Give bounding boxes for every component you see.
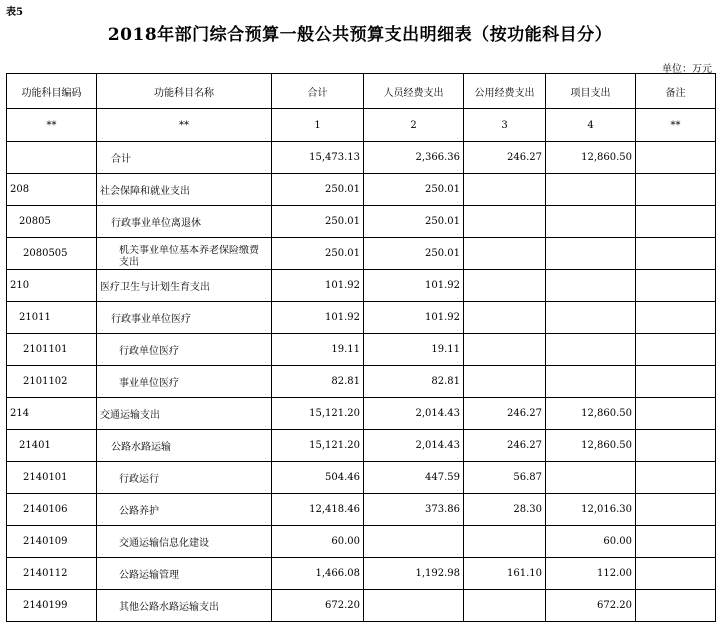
code-cell: 2140109 [7,526,97,558]
code-cell: 210 [7,270,97,302]
project-cell: 12,860.50 [546,142,636,174]
public-cell [464,238,546,270]
public-cell [464,526,546,558]
public-cell: 246.27 [464,398,546,430]
remark-cell [636,174,716,206]
remark-cell [636,430,716,462]
header-personnel: 人员经费支出 [364,74,464,109]
table-row [7,590,716,622]
total-cell: 504.46 [272,462,364,494]
personnel-cell: 250.01 [364,238,464,270]
remark-cell [636,142,716,174]
code-cell: 21011 [7,302,97,334]
code-cell: 214 [7,398,97,430]
total-cell: 1,466.08 [272,558,364,590]
name-cell: 公路养护 [97,494,272,526]
table-row [7,238,716,270]
name-cell: 行政运行 [97,462,272,494]
total-cell: 15,121.20 [272,430,364,462]
remark-cell [636,270,716,302]
personnel-cell: 101.92 [364,270,464,302]
name-cell: 医疗卫生与计划生育支出 [97,270,272,302]
public-cell: 28.30 [464,494,546,526]
table-row [7,398,716,430]
total-cell: 19.11 [272,334,364,366]
name-cell: 合计 [97,142,272,174]
name-text: 机关事业单位基本养老保险缴费支出 [119,244,259,268]
name-cell: 公路水路运输 [97,430,272,462]
total-cell: 82.81 [272,366,364,398]
code-cell: 2140112 [7,558,97,590]
table-row [7,526,716,558]
remark-cell [636,462,716,494]
name-cell: 事业单位医疗 [97,366,272,398]
index-cell: 1 [272,109,364,142]
name-cell: 行政事业单位离退休 [97,206,272,238]
public-cell: 56.87 [464,462,546,494]
remark-cell [636,206,716,238]
table-row [7,206,716,238]
name-cell: 其他公路水路运输支出 [97,590,272,622]
index-cell: ** [7,109,97,142]
remark-cell [636,558,716,590]
personnel-cell: 1,192.98 [364,558,464,590]
project-cell: 12,016.30 [546,494,636,526]
code-cell: 208 [7,174,97,206]
name-cell: 社会保障和就业支出 [97,174,272,206]
public-cell [464,590,546,622]
table-row [7,334,716,366]
table-row [7,270,716,302]
public-cell: 246.27 [464,142,546,174]
table-row [7,142,716,174]
personnel-cell: 19.11 [364,334,464,366]
code-cell: 21401 [7,430,97,462]
project-cell [546,238,636,270]
header-project: 项目支出 [546,74,636,109]
index-cell: ** [97,109,272,142]
code-cell: 2140106 [7,494,97,526]
index-cell: 2 [364,109,464,142]
code-cell: 2140199 [7,590,97,622]
public-cell [464,206,546,238]
project-cell: 12,860.50 [546,398,636,430]
total-cell: 101.92 [272,302,364,334]
personnel-cell: 250.01 [364,174,464,206]
total-cell: 250.01 [272,206,364,238]
index-row [7,109,716,142]
total-cell: 250.01 [272,238,364,270]
table-row [7,302,716,334]
remark-cell [636,302,716,334]
public-cell [464,270,546,302]
code-cell: 2140101 [7,462,97,494]
personnel-cell: 447.59 [364,462,464,494]
personnel-cell: 82.81 [364,366,464,398]
public-cell: 246.27 [464,430,546,462]
name-cell: 行政事业单位医疗 [97,302,272,334]
public-cell [464,302,546,334]
index-cell: ** [636,109,716,142]
name-cell: 公路运输管理 [97,558,272,590]
name-cell [97,238,272,270]
code-cell [7,142,97,174]
total-cell: 101.92 [272,270,364,302]
project-cell [546,174,636,206]
public-cell [464,366,546,398]
project-cell [546,334,636,366]
code-cell: 2101101 [7,334,97,366]
personnel-cell: 2,366.36 [364,142,464,174]
total-cell: 250.01 [272,174,364,206]
total-cell: 15,121.20 [272,398,364,430]
total-cell: 60.00 [272,526,364,558]
name-cell: 行政单位医疗 [97,334,272,366]
project-cell [546,206,636,238]
table-row [7,174,716,206]
header-public: 公用经费支出 [464,74,546,109]
remark-cell [636,494,716,526]
remark-cell [636,334,716,366]
remark-cell [636,366,716,398]
header-code: 功能科目编码 [7,74,97,109]
header-total: 合计 [272,74,364,109]
header-remark: 备注 [636,74,716,109]
total-cell: 15,473.13 [272,142,364,174]
project-cell: 60.00 [546,526,636,558]
table-row [7,494,716,526]
public-cell: 161.10 [464,558,546,590]
public-cell [464,174,546,206]
personnel-cell: 250.01 [364,206,464,238]
expenditure-table [6,73,716,622]
personnel-cell [364,526,464,558]
sheet-number: 表5 [6,7,23,18]
name-cell: 交通运输支出 [97,398,272,430]
total-cell: 12,418.46 [272,494,364,526]
header-row [7,74,716,109]
project-cell [546,462,636,494]
remark-cell [636,238,716,270]
page-title: 2018年部门综合预算一般公共预算支出明细表（按功能科目分） [107,25,613,45]
code-cell: 2080505 [7,238,97,270]
project-cell [546,302,636,334]
index-cell: 3 [464,109,546,142]
project-cell: 12,860.50 [546,430,636,462]
personnel-cell: 373.86 [364,494,464,526]
remark-cell [636,526,716,558]
personnel-cell: 2,014.43 [364,430,464,462]
unit-label: 单位：万元 [662,64,712,75]
code-cell: 2101102 [7,366,97,398]
name-cell: 交通运输信息化建设 [97,526,272,558]
table-row [7,558,716,590]
public-cell [464,334,546,366]
personnel-cell: 2,014.43 [364,398,464,430]
personnel-cell: 101.92 [364,302,464,334]
code-cell: 20805 [7,206,97,238]
remark-cell [636,590,716,622]
index-cell: 4 [546,109,636,142]
table-row [7,462,716,494]
project-cell: 672.20 [546,590,636,622]
total-cell: 672.20 [272,590,364,622]
project-cell [546,270,636,302]
table-row [7,430,716,462]
project-cell: 112.00 [546,558,636,590]
table-row [7,366,716,398]
personnel-cell [364,590,464,622]
header-name: 功能科目名称 [97,74,272,109]
remark-cell [636,398,716,430]
project-cell [546,366,636,398]
